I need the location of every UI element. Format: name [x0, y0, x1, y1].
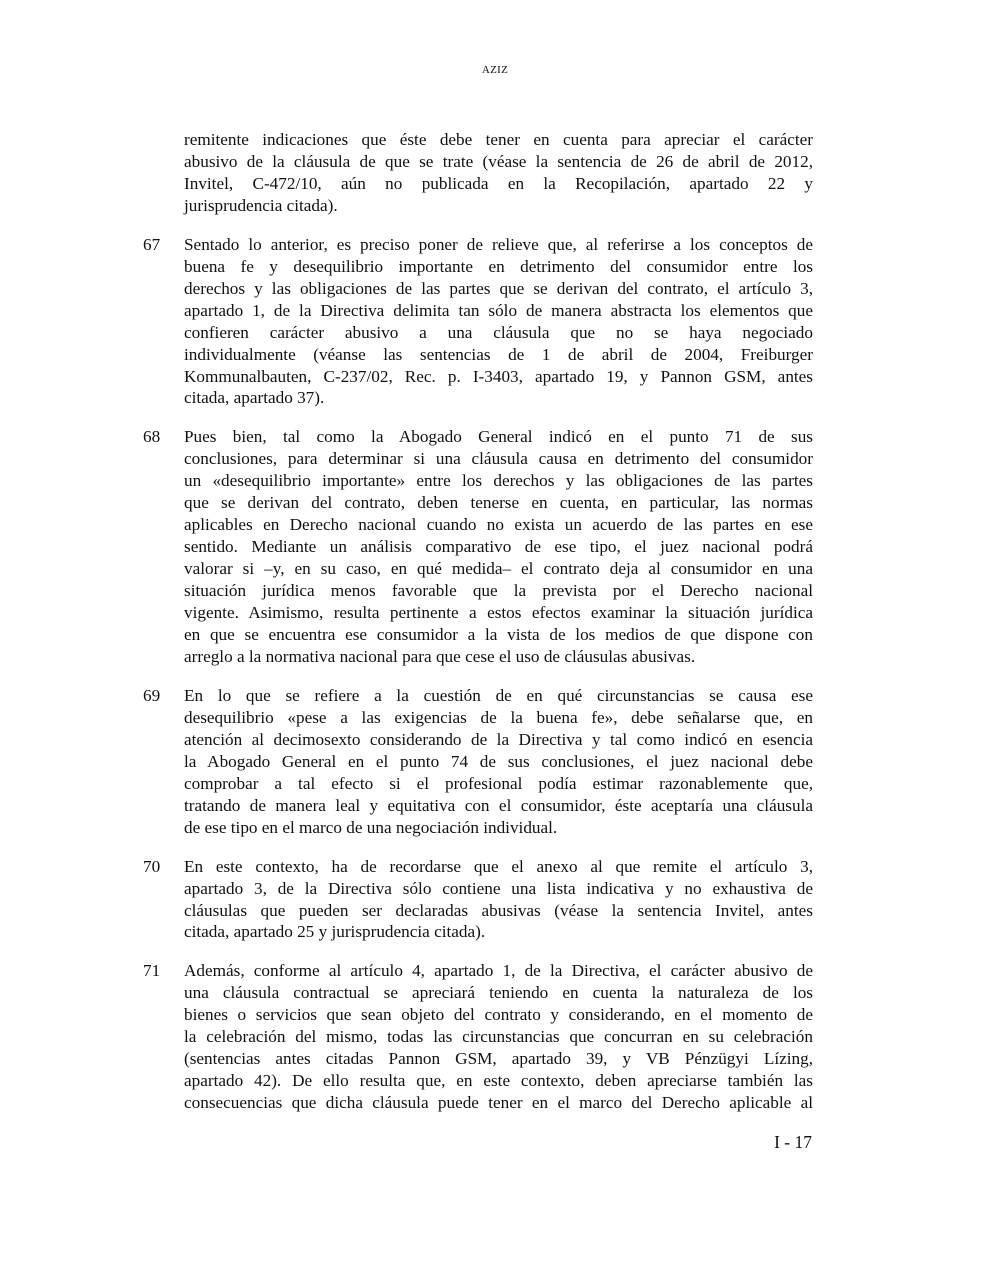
- text-line: la celebración del mismo, todas las circunstancias que concurran en su celebración: [184, 1027, 813, 1047]
- text-line: aplicables en Derecho nacional cuando no exista un acuerdo de las partes en ese: [184, 515, 813, 535]
- text-line: buena fe y desequilibrio importante en detrimento del consumidor entre los: [184, 256, 813, 276]
- paragraph-number: 68: [143, 427, 161, 447]
- text-line: situación jurídica menos favorable que la prevista por el Derecho nacional: [184, 581, 813, 601]
- paragraph: [143, 856, 813, 944]
- text-line: de ese tipo en el marco de una negociación individual.: [184, 817, 558, 837]
- text-line: Además, conforme al artículo 4, apartado 1, de la Directiva, el carácter abusivo de: [184, 961, 813, 981]
- text-line: comprobar a tal efecto si el profesional podía estimar razonablemente que,: [184, 773, 813, 793]
- text-line: conclusiones, para determinar si una cláusula causa en detrimento del consumidor: [184, 449, 813, 469]
- text-line: remitente indicaciones que éste debe tener en cuenta para apreciar el carácter: [184, 130, 813, 149]
- paragraph: [143, 234, 813, 410]
- text-line: tratando de manera leal y equitativa con el consumidor, éste aceptaría una cláusula: [184, 795, 813, 815]
- text-line: apartado 42). De ello resulta que, en este contexto, deben apreciarse también las: [184, 1071, 813, 1091]
- text-line: vigente. Asimismo, resulta pertinente a estos efectos examinar la situación jurídica: [184, 603, 813, 623]
- text-line: Kommunalbauten, C-237/02, Rec. p. I-3403, apartado 19, y Pannon GSM, antes: [184, 366, 813, 386]
- paragraph: [143, 685, 813, 839]
- text-line: consecuencias que dicha cláusula puede tener en el marco del Derecho aplicable al: [184, 1093, 813, 1113]
- text-line: la Abogado General en el punto 74 de sus conclusiones, el juez nacional debe: [184, 751, 813, 771]
- text-line: apartado 1, de la Directiva delimita tan sólo de manera abstracta los elementos que: [184, 300, 813, 320]
- paragraph-number: 70: [143, 856, 161, 876]
- text-line: individualmente (véanse las sentencias de 1 de abril de 2004, Freiburger: [184, 344, 813, 364]
- text-line: jurisprudencia citada).: [184, 195, 338, 215]
- text-line: derechos y las obligaciones de las partes que se derivan del contrato, el artículo 3,: [184, 278, 813, 298]
- text-line: abusivo de la cláusula de que se trate (véase la sentencia de 26 de abril de 2012,: [184, 151, 813, 171]
- paragraph: [143, 960, 813, 1114]
- text-line: desequilibrio «pese a las exigencias de la buena fe», debe señalarse que, en: [184, 707, 813, 727]
- paragraph-number: 67: [143, 234, 161, 254]
- text-line: confieren carácter abusivo a una cláusula que no se haya negociado: [184, 322, 813, 342]
- text-line: atención al decimosexto considerando de la Directiva y tal como indicó en esencia: [184, 729, 813, 749]
- text-line: arreglo a la normativa nacional para que cese el uso de cláusulas abusivas.: [184, 646, 696, 666]
- text-line: citada, apartado 25 y jurisprudencia citada).: [184, 922, 486, 942]
- text-line: un «desequilibrio importante» entre los derechos y las obligaciones de las partes: [184, 471, 813, 491]
- text-line: bienes o servicios que sean objeto del contrato y considerando, en el momento de: [184, 1005, 813, 1025]
- text-line: una cláusula contractual se apreciará teniendo en cuenta la naturaleza de los: [184, 983, 813, 1003]
- text-line: apartado 3, de la Directiva sólo contiene una lista indicativa y no exhaustiva de: [184, 878, 813, 898]
- paragraph-number: 71: [143, 961, 161, 981]
- text-line: Invitel, C-472/10, aún no publicada en la Recopilación, apartado 22 y: [184, 173, 813, 193]
- paragraph: [143, 426, 813, 667]
- text-line: cláusulas que pueden ser declaradas abusivas (véase la sentencia Invitel, antes: [184, 900, 813, 920]
- text-line: valorar si –y, en su caso, en qué medida– el contrato deja al consumidor en una: [184, 559, 813, 579]
- text-line: en que se encuentra ese consumidor a la vista de los medios de que dispone con: [184, 625, 813, 645]
- text-line: Sentado lo anterior, es preciso poner de relieve que, al referirse a los conceptos de: [184, 234, 813, 254]
- text-line: sentido. Mediante un análisis comparativo de ese tipo, el juez nacional podrá: [184, 537, 813, 557]
- text-line: (sentencias antes citadas Pannon GSM, apartado 39, y VB Pénzügyi Lízing,: [184, 1049, 813, 1069]
- text-line: En lo que se refiere a la cuestión de en qué circunstancias se causa ese: [184, 685, 813, 705]
- document-body: [143, 129, 813, 1131]
- paragraph-number: 69: [143, 685, 161, 705]
- text-line: En este contexto, ha de recordarse que el anexo al que remite el artículo 3,: [184, 856, 813, 876]
- text-line: que se derivan del contrato, deben tenerse en cuenta, en particular, las normas: [184, 493, 813, 513]
- text-line: citada, apartado 37).: [184, 388, 325, 408]
- page-number: I - 17: [774, 1132, 812, 1152]
- text-line: Pues bien, tal como la Abogado General indicó en el punto 71 de sus: [184, 427, 813, 447]
- running-header: AZIZ: [481, 64, 509, 76]
- paragraph: [143, 129, 813, 217]
